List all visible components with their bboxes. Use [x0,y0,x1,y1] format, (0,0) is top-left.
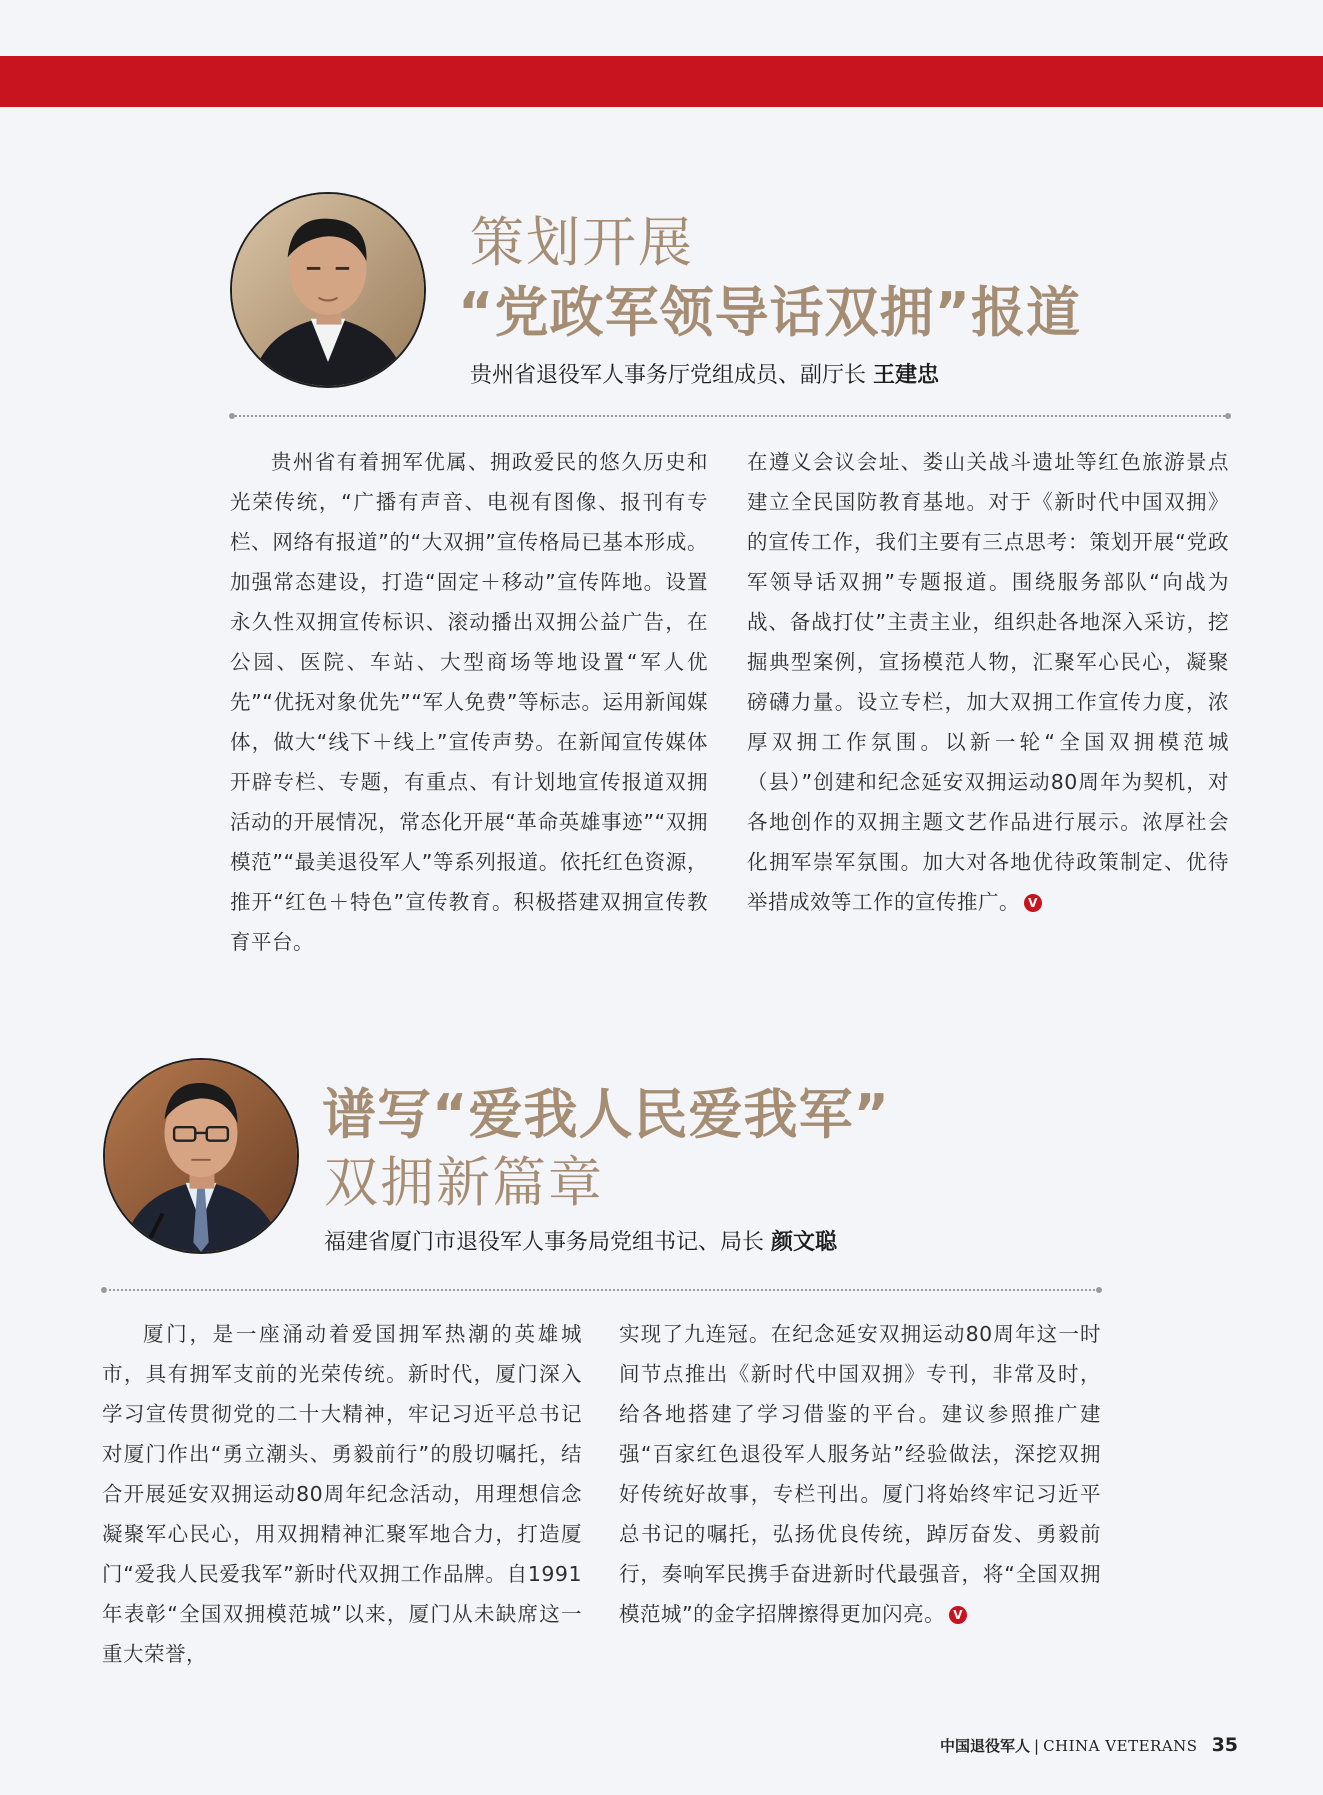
article1-col1-text: 贵州省有着拥军优属、拥政爱民的悠久历史和光荣传统，“广播有声音、电视有图像、报刊有专栏、网络有报道”的“大双拥”宣传格局已基本形成。加强常态建设，打造“固定＋移动”宣传阵地。设置永久性双拥宣传标识、滚动播出双拥公益广告，在公园、医院、车站、大型商场等地设置“军人优先”“优抚对象优先”“军人免费”等标志。运用新闻媒体，做大“线下＋线上”宣传声势。在新闻宣传媒体开辟专栏、专题，有重点、有计划地宣传报道双拥活动的开展情况，常态化开展“革命英雄事迹”“双拥模范”“最美退役军人”等系列报道。依托红色资源，推开“红色＋特色”宣传教育。积极搭建双拥宣传教育平台。 [230,450,708,954]
veterans-endmark-icon: V [949,1606,967,1624]
article2-column-1 [102,1314,582,1674]
article1-divider [232,415,1228,417]
article1-author-name: 王建忠 [873,363,940,388]
article1-title-line2: “党政军领导话双拥”报道 [458,281,1081,344]
article2-column-2 [619,1314,1101,1634]
article1-column-2 [747,442,1229,922]
article1-byline [470,358,939,389]
article2-title-line1: 谱写“爱我人民爱我军” [322,1083,890,1146]
article2-author-name: 颜文聪 [771,1230,838,1255]
article1-col2-text: 在遵义会议会址、娄山关战斗遗址等红色旅游景点建立全民国防教育基地。对于《新时代中国双拥》的宣传工作，我们主要有三点思考：策划开展“党政军领导话双拥”专题报道。围绕服务部队“向战为战、备战打仗”主责主业，组织赴各地深入采访，挖掘典型案例，宣扬模范人物，汇聚军心民心，凝聚磅礴力量。设立专栏，加大双拥工作宣传力度，浓厚双拥工作氛围。以新一轮“全国双拥模范城（县）”创建和纪念延安双拥运动80周年为契机，对各地创作的双拥主题文艺作品进行展示。浓厚社会化拥军崇军氛围。加大对各地优待政策制定、优待举措成效等工作的宣传推广。 [747,450,1229,914]
portrait-photo-2 [105,1060,297,1252]
article2-col2-text: 实现了九连冠。在纪念延安双拥运动80周年这一时间节点推出《新时代中国双拥》专刊，非常及时，给各地搭建了学习借鉴的平台。建议参照推广建强“百家红色退役军人服务站”经验做法，深挖双拥好传统好故事，专栏刊出。厦门将始终牢记习近平总书记的嘱托，弘扬优良传统，踔厉奋发、勇毅前行，奏响军民携手奋进新时代最强音，将“全国双拥模范城”的金字招牌擦得更加闪亮。 [619,1322,1101,1626]
article1-title-line1: 策划开展 [470,211,694,274]
article2-byline [324,1225,837,1256]
article2-divider [104,1289,1099,1291]
page-footer [940,1734,1238,1756]
portrait-yan-wencong [103,1058,299,1254]
portrait-wang-jianzhong [230,192,426,388]
article2-title-line2: 双拥新篇章 [324,1151,604,1214]
footer-magazine-en: CHINA VETERANS [1043,1737,1198,1755]
top-red-bar [0,56,1323,107]
veterans-endmark-icon: V [1024,894,1042,912]
article2-author-role: 福建省厦门市退役军人事务局党组书记、局长 [324,1230,765,1255]
footer-separator: | [1034,1737,1040,1755]
article1-author-role: 贵州省退役军人事务厅党组成员、副厅长 [470,363,867,388]
page-number: 35 [1211,1734,1239,1756]
portrait-photo-1 [232,194,424,386]
footer-magazine-cn: 中国退役军人 [940,1737,1031,1755]
article2-col1-text: 厦门，是一座涌动着爱国拥军热潮的英雄城市，具有拥军支前的光荣传统。新时代，厦门深入学习宣传贯彻党的二十大精神，牢记习近平总书记对厦门作出“勇立潮头、勇毅前行”的殷切嘱托，结合开展延安双拥运动80周年纪念活动，用理想信念凝聚军心民心，用双拥精神汇聚军地合力，打造厦门“爱我人民爱我军”新时代双拥工作品牌。自1991年表彰“全国双拥模范城”以来，厦门从未缺席这一重大荣誉， [102,1322,582,1666]
article1-column-1 [230,442,708,962]
